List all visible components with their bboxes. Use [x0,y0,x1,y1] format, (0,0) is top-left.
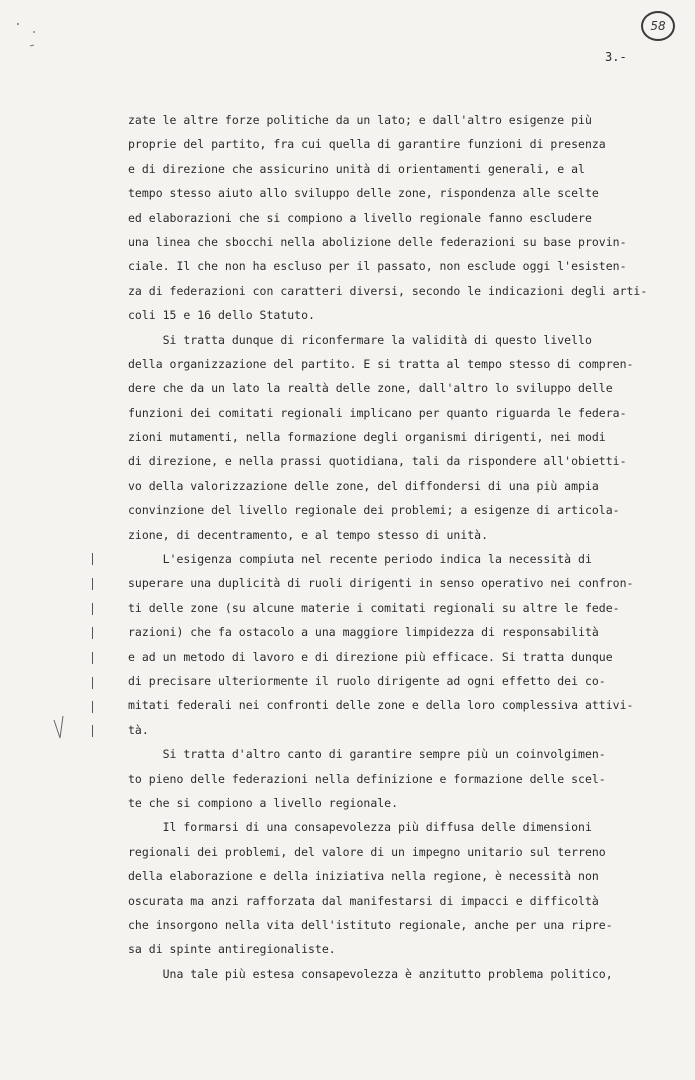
margin-mark [92,652,93,664]
text-line: ciale. Il che non ha escluso per il passato, non esclude oggi l'esisten- [128,259,627,274]
text-line: della elaborazione e della iniziativa nella regione, è necessità non [128,869,599,884]
page-stamp: 58 [641,11,675,41]
margin-mark [92,701,93,713]
text-line: ed elaborazioni che si compiono a livello regionale fanno escludere [128,210,592,225]
text-line: za di federazioni con caratteri diversi, secondo le indicazioni degli arti- [128,283,648,298]
text-line: superare una duplicità di ruoli dirigenti in senso operativo nei confron- [128,576,634,591]
margin-mark [92,578,93,590]
text-line: te che si compiono a livello regionale. [128,795,399,810]
corner-marks [14,18,44,48]
text-line: ti delle zone (su alcune materie i comitati regionali su altre le fede- [128,600,620,615]
text-line: Una tale più estesa consapevolezza è anzitutto problema politico, [128,966,613,981]
text-line: zioni mutamenti, nella formazione degli organismi dirigenti, nei modi [128,430,606,445]
text-line: dere che da un lato la realtà delle zone, dall'altro lo sviluppo delle [128,381,613,396]
text-line: to pieno delle federazioni nella definizione e formazione delle scel- [128,771,606,786]
margin-mark [92,627,93,639]
text-line: e ad un metodo di lavoro e di direzione più efficace. Si tratta dunque [128,649,613,664]
text-line: di direzione, e nella prassi quotidiana, tali da rispondere all'obietti- [128,454,627,469]
text-line: mitati federali nei confronti delle zone e della loro complessiva attivi- [128,698,634,713]
text-line: zione, di decentramento, e al tempo stesso di unità. [128,527,489,542]
text-line: funzioni dei comitati regionali implicano per quanto riguarda le federa- [128,405,627,420]
text-line: zate le altre forze politiche da un lato; e dall'altro esigenze più [128,113,592,127]
page-number: 3.- [605,50,627,64]
text-line: della organizzazione del partito. E si tratta al tempo stesso di compren- [128,356,634,371]
text-line: L'esigenza compiuta nel recente periodo indica la necessità di [128,552,592,567]
text-line: Si tratta dunque di riconfermare la validità di questo livello [128,332,592,347]
margin-mark [92,725,93,737]
text-line: regionali dei problemi, del valore di un impegno unitario sul terreno [128,844,606,859]
body-text [128,108,648,986]
text-line: razioni) che fa ostacolo a una maggiore limpidezza di responsabilità [128,625,599,640]
text-line: tempo stesso aiuto allo sviluppo delle zone, rispondenza alle scelte [128,186,599,201]
text-line: una linea che sbocchi nella abolizione delle federazioni su base provin- [128,234,627,249]
text-line: coli 15 e 16 dello Statuto. [128,308,315,323]
margin-mark [92,603,93,615]
text-line: oscurata ma anzi rafforzata dal manifestarsi di impacci e difficoltà [128,893,599,908]
text-line: vo della valorizzazione delle zone, del diffondersi di una più ampia [128,478,599,493]
text-line: tà. [128,722,149,737]
text-line: Si tratta d'altro canto di garantire sempre più un coinvolgimen- [128,747,606,762]
text-line: Il formarsi di una consapevolezza più diffusa delle dimensioni [128,820,592,835]
text-line: convinzione del livello regionale dei problemi; a esigenze di articola- [128,503,620,518]
text-line: e di direzione che assicurino unità di orientamenti generali, e al [128,161,585,176]
margin-mark [92,677,93,689]
text-line: di precisare ulteriormente il ruolo dirigente ad ogni effetto dei co- [128,673,606,688]
text-line: sa di spinte antiregionaliste. [128,942,336,957]
text-line: proprie del partito, fra cui quella di garantire funzioni di presenza [128,137,606,152]
handwritten-check-mark [52,714,70,740]
margin-mark [92,553,93,565]
text-line: che insorgono nella vita dell'istituto regionale, anche per una ripre- [128,917,613,932]
